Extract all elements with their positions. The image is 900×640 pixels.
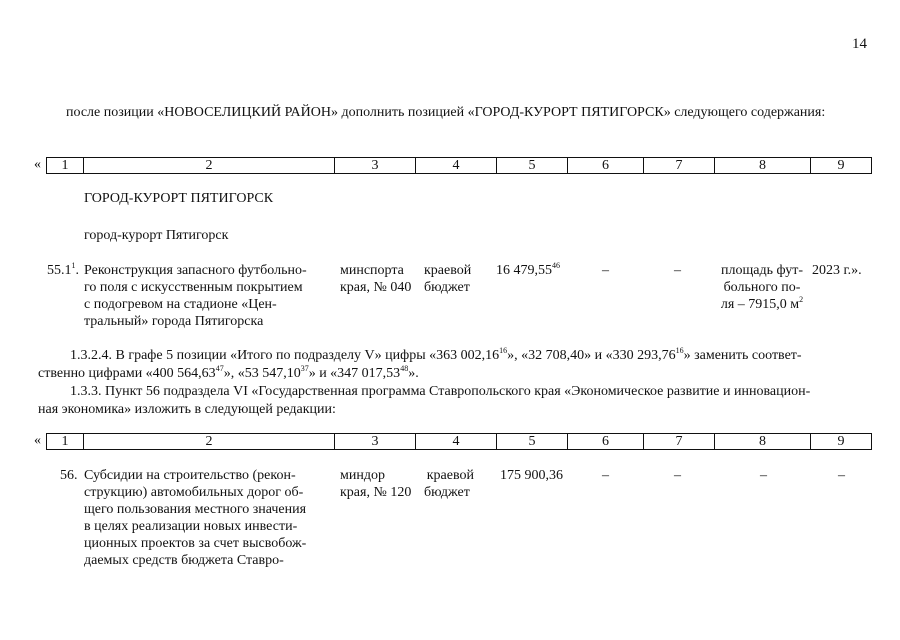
region-title: ГОРОД-КУРОРТ ПЯТИГОРСК xyxy=(84,191,274,206)
column-header-9: 9 xyxy=(811,434,872,450)
intro-paragraph: после позиции «НОВОСЕЛИЦКИЙ РАЙОН» дополнить позицией «ГОРОД-КУРОРТ ПЯТИГОРСК» следующего содержания: xyxy=(66,105,826,120)
column-header-6: 6 xyxy=(568,158,644,174)
row-col7: – xyxy=(674,263,681,278)
paragraph-1324-line2: ственно цифрами «400 564,63$^{47}$», «53 547,10$^{37}$» и «347 017,53$^{48}$». xyxy=(38,364,419,381)
column-header-2: 2 xyxy=(84,158,335,174)
row2-amount: 175 900,36 xyxy=(500,468,563,483)
column-header-8: 8 xyxy=(715,434,811,450)
row-customer: минспорта края, № 040 xyxy=(340,263,412,295)
column-header-7: 7 xyxy=(644,158,715,174)
row2-number: 56. xyxy=(60,468,78,483)
column-header-1: 1 xyxy=(47,158,84,174)
row-result: площадь фут- больного по- ля – 7915,0 $м^2$ xyxy=(720,263,804,312)
paragraph-133-line1: 1.3.3. Пункт 56 подраздела VI «Государственная программа Ставропольского края «Экономическое развитие и инновацион- xyxy=(70,384,811,399)
column-header-5: 5 xyxy=(497,434,568,450)
column-header-4: 4 xyxy=(416,158,497,174)
row2-customer: миндор края, № 120 xyxy=(340,468,412,500)
row-year: 2023 г.». xyxy=(812,263,862,278)
row-number: 55.1$^1$. xyxy=(47,261,79,278)
subregion-title: город-курорт Пятигорск xyxy=(84,228,229,243)
paragraph-1324-line1: 1.3.2.4. В графе 5 позиции «Итого по подразделу V» цифры «363 002,16$^{16}$», «32 708,40» и «330 293,76$^{16}$» заменить соответ- xyxy=(70,346,802,363)
row2-col8: – xyxy=(760,468,767,483)
row2-col9: – xyxy=(838,468,845,483)
column-header-table xyxy=(46,157,872,174)
column-header-9: 9 xyxy=(811,158,872,174)
column-header-1: 1 xyxy=(47,434,84,450)
column-header-8: 8 xyxy=(715,158,811,174)
table-open-quote: « xyxy=(34,157,41,172)
column-header-3: 3 xyxy=(335,158,416,174)
row-col6: – xyxy=(602,263,609,278)
column-header-4: 4 xyxy=(416,434,497,450)
row-description: Реконструкция запасного футбольно- го поля с искусственным покрытием с подогревом на стадионе «Цен- тральный» города Пятигорска xyxy=(84,263,307,329)
column-header-5: 5 xyxy=(497,158,568,174)
row2-col6: – xyxy=(602,468,609,483)
column-header-2: 2 xyxy=(84,434,335,450)
column-header-7: 7 xyxy=(644,434,715,450)
column-header-3: 3 xyxy=(335,434,416,450)
row2-source: краевой бюджет xyxy=(424,468,474,500)
row-amount: 16 479,55$^{46}$ xyxy=(496,261,560,278)
row-source: краевой бюджет xyxy=(424,263,472,295)
page-number: 14 xyxy=(852,36,867,52)
row2-description: Субсидии на строительство (рекон- струкцию) автомобильных дорог об- щего пользования местного значения в целях реализации новых инвести- ционных проектов за счет высвобож- даемых средств бюджета Ставро- xyxy=(84,468,307,568)
row2-col7: – xyxy=(674,468,681,483)
column-header-table-2 xyxy=(46,433,872,450)
table2-open-quote: « xyxy=(34,433,41,448)
paragraph-133-line2: ная экономика» изложить в следующей редакции: xyxy=(38,402,336,417)
column-header-6: 6 xyxy=(568,434,644,450)
